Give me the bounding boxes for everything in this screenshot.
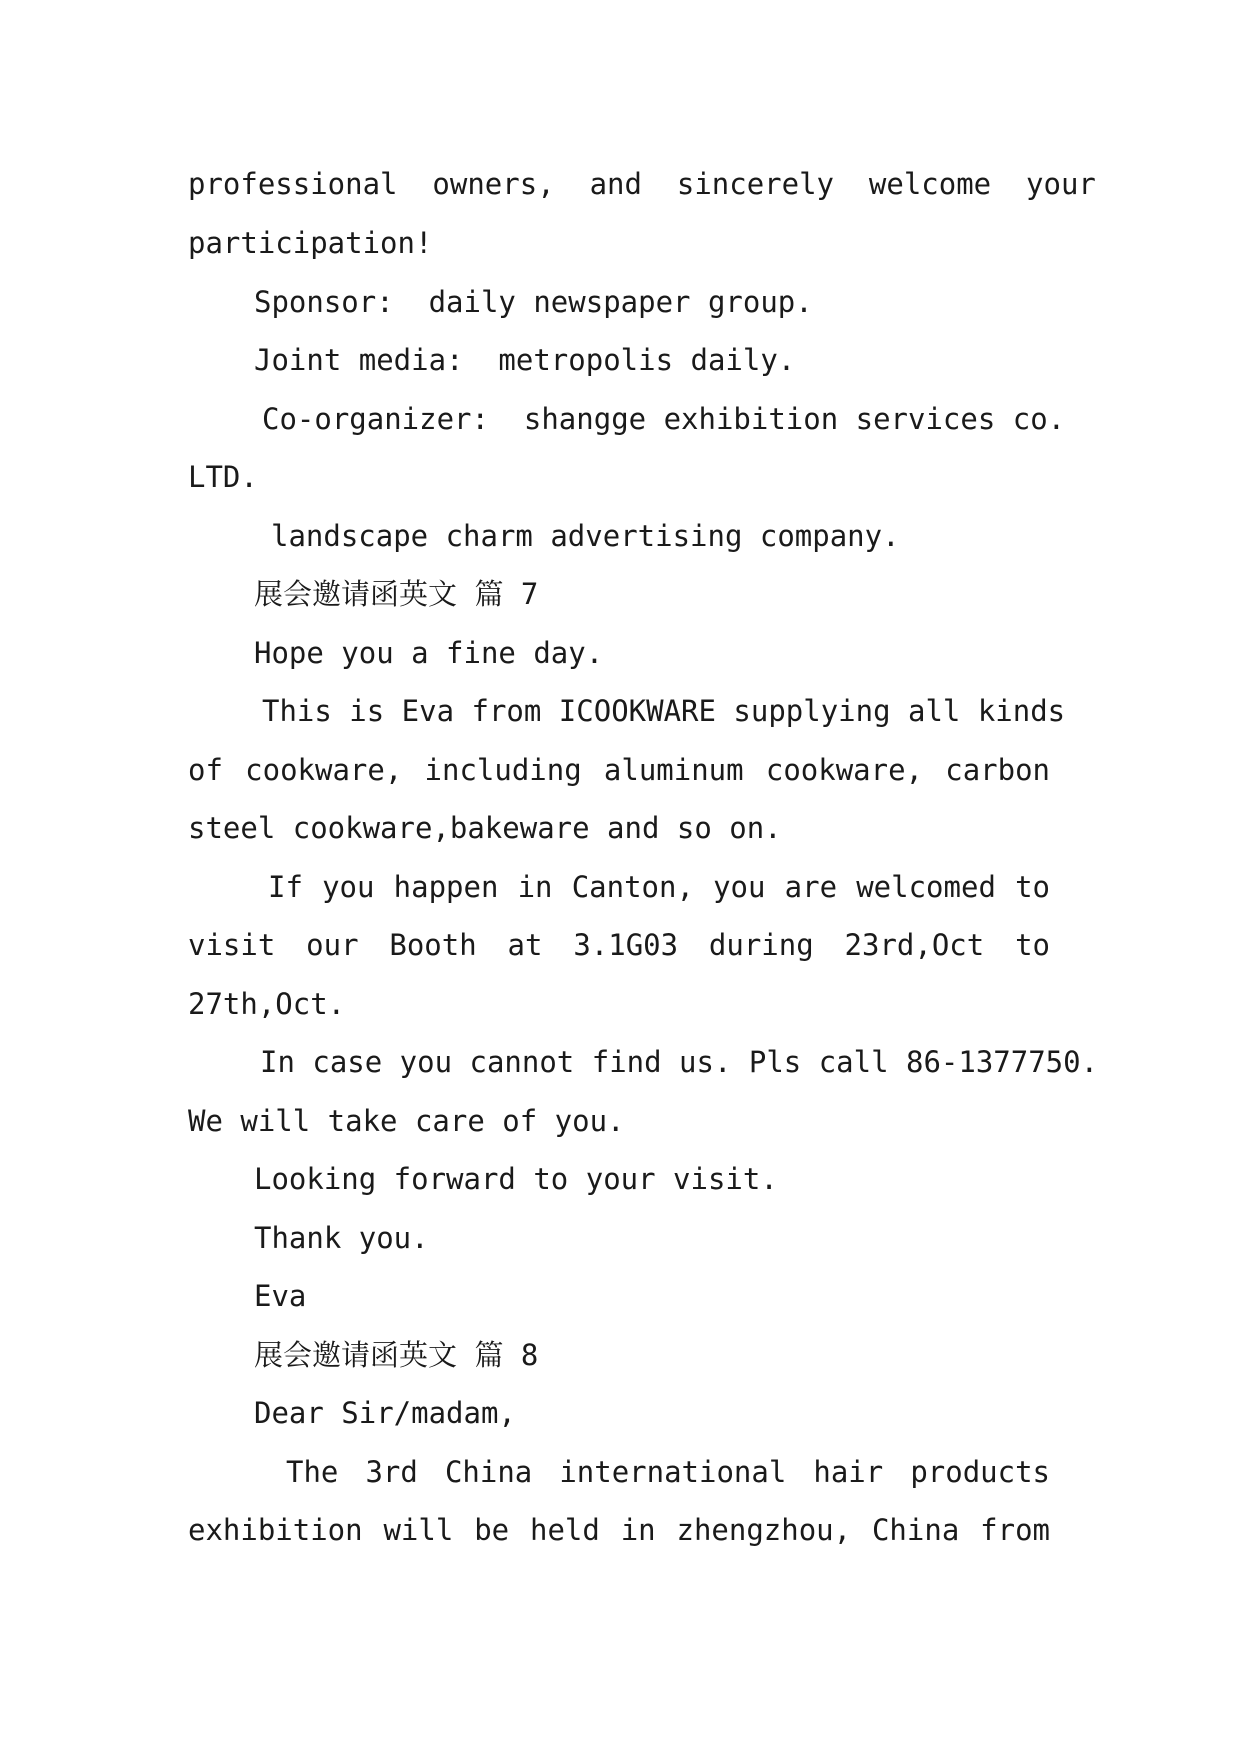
body-line: steel cookware,bakeware and so on. — [188, 811, 782, 845]
body-line: We will take care of you. — [188, 1104, 625, 1138]
body-line: The 3rd China international hair products — [286, 1455, 1050, 1489]
co-organizer-line: Co-organizer: shangge exhibition services co. — [262, 402, 1066, 436]
salutation-line: Dear Sir/madam, — [254, 1396, 516, 1430]
body-line: LTD. — [188, 460, 258, 494]
closing-line: Thank you. — [254, 1221, 429, 1255]
greeting-line: Hope you a fine day. — [254, 636, 604, 670]
body-line: of cookware, including aluminum cookware, carbon — [188, 753, 1050, 787]
section-heading: 展会邀请函英文 篇 8 — [254, 1338, 539, 1372]
sponsor-line: Sponsor: daily newspaper group. — [254, 285, 813, 319]
body-line: In case you cannot find us. Pls call 86-1377750. — [260, 1045, 1099, 1079]
joint-media-line: Joint media: metropolis daily. — [254, 343, 796, 377]
body-line: landscape charm advertising company. — [271, 519, 900, 553]
signature-name: Eva — [254, 1279, 307, 1313]
section-heading: 展会邀请函英文 篇 7 — [254, 577, 539, 611]
body-line: professional owners, and sincerely welcome your — [188, 167, 1096, 201]
body-line: exhibition will be held in zhengzhou, China from — [188, 1513, 1050, 1547]
body-line: participation! — [188, 226, 433, 260]
body-line: visit our Booth at 3.1G03 during 23rd,Oct to — [188, 928, 1050, 962]
body-line: If you happen in Canton, you are welcomed to — [268, 870, 1050, 904]
body-line: 27th,Oct. — [188, 987, 346, 1021]
body-line: This is Eva from ICOOKWARE supplying all kinds — [262, 694, 1066, 728]
body-line: Looking forward to your visit. — [254, 1162, 778, 1196]
